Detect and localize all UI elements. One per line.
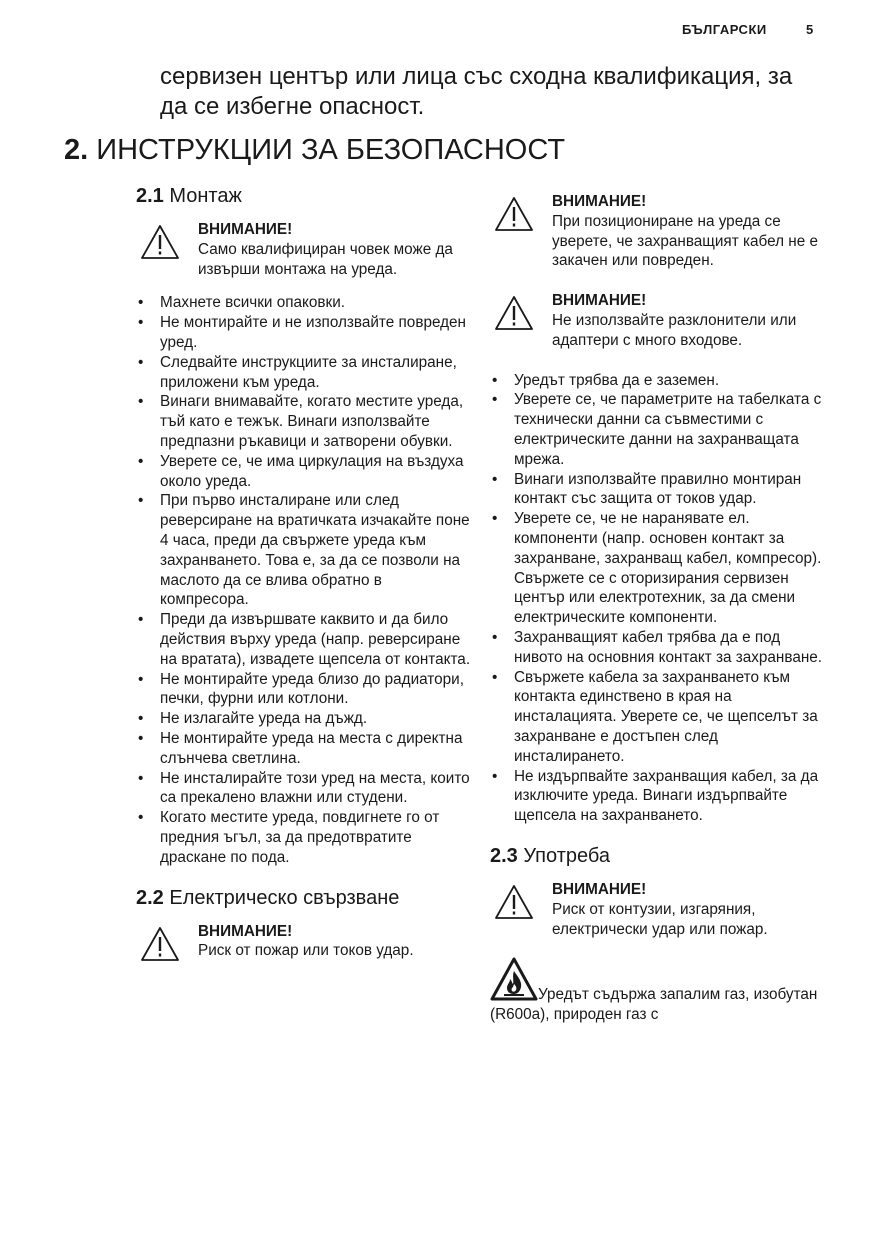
right-column (490, 192, 825, 1025)
warning-block-adapters (490, 291, 825, 350)
warning-block-montage (136, 220, 471, 279)
montage-list (136, 293, 471, 867)
subsection-usage-heading (490, 842, 825, 870)
subsection-title: Монтаж (169, 185, 242, 207)
list-item: • Не издърпвайте захранващия кабел, за да изключите уреда. Винаги издърпвайте щепсела на захранването. (490, 767, 825, 826)
list-item: • Преди да извършвате каквито и да било действия върху уреда (напр. реверсиране на вратата), извадете щепсела от контакта. (136, 610, 471, 669)
list-item: • Уверете се, че има циркулация на въздуха около уреда. (136, 452, 471, 492)
flammable-gas-text: Уредът съдържа запалим газ, изобутан (R600a), природен газ с (490, 986, 818, 1024)
warning-triangle-icon (494, 295, 534, 331)
warning-block-electrical (136, 922, 471, 962)
warning-title: ВНИМАНИЕ! (198, 221, 293, 238)
subsection-number: 2.1 (136, 185, 164, 207)
list-item: • Захранващият кабел трябва да е под нивото на основния контакт за захранване. (490, 628, 825, 668)
list-item: • Не монтирайте уреда на места с директна слънчева светлина. (136, 729, 471, 769)
left-column (136, 182, 471, 975)
section-title-text: ИНСТРУКЦИИ ЗА БЕЗОПАСНОСТ (96, 134, 566, 166)
subsection-number: 2.2 (136, 886, 164, 909)
list-item: • Уверете се, че не наранявате ел. компоненти (напр. основен контакт за захранване, захранващ кабел, компресор). Свържете се с оторизирания сервизен център или електротехник, за да смени електрическите компоненти. (490, 509, 825, 628)
warning-triangle-icon (140, 224, 180, 260)
list-item: • Не монтирайте и не използвайте повреден уред. (136, 313, 471, 353)
warning-triangle-icon (140, 926, 180, 962)
electrical-list (490, 371, 825, 826)
warning-text: При позициониране на уреда се уверете, че захранващият кабел не е закачен или повреден. (552, 212, 818, 270)
warning-title: ВНИМАНИЕ! (552, 880, 647, 898)
section-number: 2. (64, 134, 89, 166)
list-item: • Свържете кабела за захранването към контакта единствено в края на инсталацията. Уверете се, че щепселът за захранване е достъпен след инсталирането. (490, 668, 825, 767)
list-item: • При първо инсталиране или след реверсиране на вратичката изчакайте поне 4 часа, преди да свържете уреда към захранването. Това е, за да се позволи на маслото да се влива обратно в компресора. (136, 491, 471, 610)
warning-title: ВНИМАНИЕ! (552, 292, 647, 310)
flammable-gas-paragraph (490, 957, 825, 1025)
subsection-number: 2.3 (490, 844, 518, 867)
intro-text: сервизен център или лица със сходна квалификация, за да се избегне опасност. (160, 63, 793, 120)
warning-title: ВНИМАНИЕ! (198, 922, 293, 940)
warning-text: Само квалифициран човек може да извърши монтажа на уреда. (198, 240, 453, 278)
warning-triangle-icon (494, 196, 534, 232)
list-item: • Не излагайте уреда на дъжд. (136, 709, 471, 729)
list-item: • Следвайте инструкциите за инсталиране, приложени към уреда. (136, 353, 471, 393)
list-item: • Уредът трябва да е заземен. (490, 371, 825, 391)
list-item: • Когато местите уреда, повдигнете го от предния ъгъл, за да предотвратите драскане по пода. (136, 808, 471, 867)
warning-text: Риск от контузии, изгаряния, електрически удар или пожар. (552, 900, 768, 938)
list-item: • Махнете всички опаковки. (136, 293, 471, 313)
list-item: • Винаги използвайте правилно монтиран контакт със защита от токов удар. (490, 470, 825, 510)
page-number: 5 (806, 22, 814, 37)
warning-text: Риск от пожар или токов удар. (198, 942, 414, 960)
subsection-electrical-heading (136, 884, 471, 912)
flammable-warning-icon (490, 957, 538, 1001)
section-title (64, 134, 565, 167)
warning-triangle-icon (494, 884, 534, 920)
list-item: • Не инсталирайте този уред на места, които са прекалено влажни или студени. (136, 769, 471, 809)
list-item: • Не монтирайте уреда близо до радиатори, печки, фурни или котлони. (136, 670, 471, 710)
subsection-title: Електрическо свързване (169, 886, 400, 909)
warning-block-usage (490, 880, 825, 939)
warning-block-cable (490, 192, 825, 271)
warning-text: Не използвайте разклонители или адаптери с много входове. (552, 311, 797, 349)
list-item: • Винаги внимавайте, когато местите уреда, тъй като е тежък. Винаги използвайте предпазни ръкавици и затворени обувки. (136, 392, 471, 451)
header-language: БЪЛГАРСКИ (682, 22, 767, 37)
warning-title: ВНИМАНИЕ! (552, 193, 647, 210)
list-item: • Уверете се, че параметрите на табелката с технически данни са съвместими с електрическите данни на захранващата мрежа. (490, 390, 825, 469)
subsection-montage-heading (136, 182, 471, 210)
subsection-title: Употреба (523, 844, 610, 867)
